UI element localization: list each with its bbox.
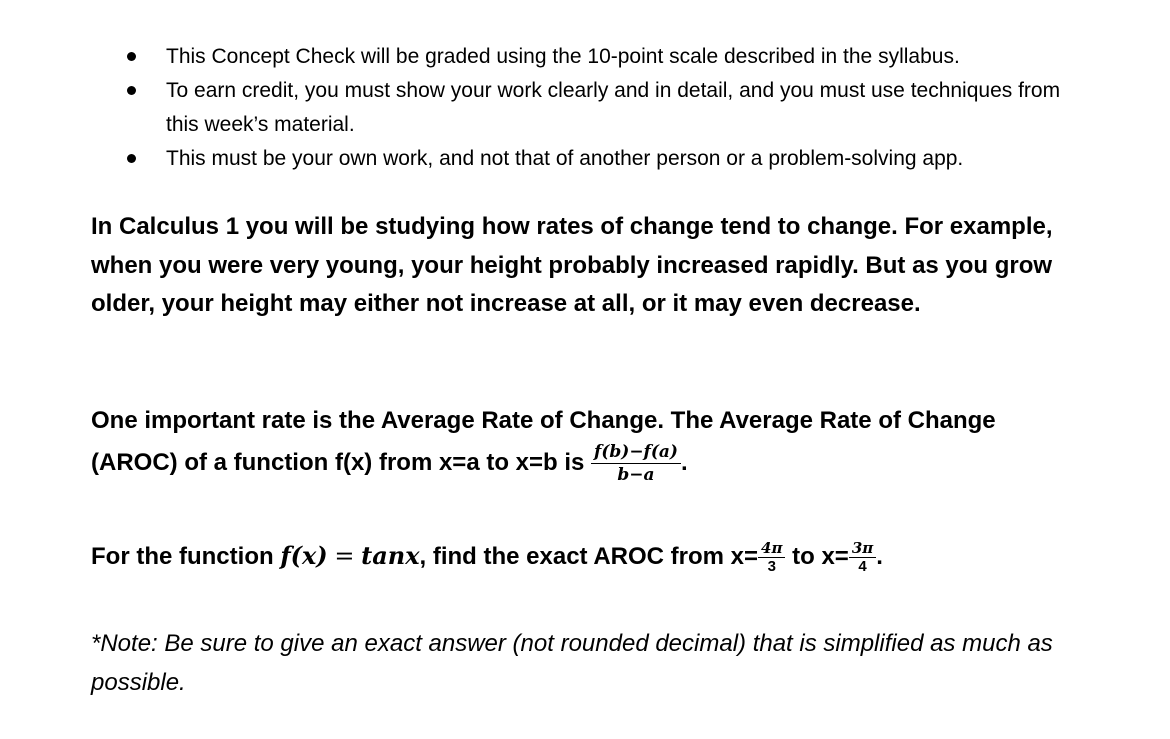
bullet-icon [127, 154, 136, 163]
instruction-text: This must be your own work, and not that of another person or a problem-solving app. [166, 147, 964, 170]
bullet-icon [127, 52, 136, 61]
instruction-text: To earn credit, you must show your work clearly and in detail, and you must use techniques from this week’s material. [166, 79, 1061, 136]
from-numerator: 4π [758, 539, 785, 558]
instruction-text: This Concept Check will be graded using the 10-point scale described in the syllabus. [166, 45, 960, 68]
note-text: *Note: Be sure to give an exact answer (not rounded decimal) that is simplified as much as possible. [91, 630, 1053, 696]
aroc-definition-text: One important rate is the Average Rate of Change. The Average Rate of Change (AROC) of a function f(x) from x=a to x=b is [91, 407, 996, 476]
to-fraction [849, 539, 876, 576]
from-fraction [758, 539, 785, 576]
problem-mid: , find the exact AROC from x= [419, 543, 759, 570]
problem-end: . [876, 543, 883, 570]
formula-numerator: f(b)−f(a) [591, 441, 681, 464]
problem-statement [91, 537, 1081, 577]
list-item [120, 40, 1080, 74]
equals-sign: = [334, 542, 355, 570]
problem-lead: For the function [91, 543, 274, 570]
formula-denominator: b−a [617, 464, 655, 485]
list-item [120, 142, 1080, 176]
function-rhs: tanx [361, 541, 420, 570]
aroc-formula [591, 441, 681, 486]
period: . [680, 448, 688, 476]
function-lhs: f(x) [280, 541, 328, 570]
bullet-icon [127, 86, 136, 95]
aroc-definition [91, 402, 1081, 486]
list-item [120, 74, 1080, 142]
from-denominator: 3 [767, 558, 776, 576]
to-numerator: 3π [849, 539, 876, 558]
to-denominator: 4 [858, 558, 867, 576]
instructions-list [120, 40, 1080, 176]
intro-paragraph: In Calculus 1 you will be studying how rates of change tend to change. For example, when you were very young, your height probably increased rapidly. But as you grow older, your height may either not increase at all, or it may even decrease. [91, 213, 1053, 317]
to-text: to x= [792, 543, 849, 570]
